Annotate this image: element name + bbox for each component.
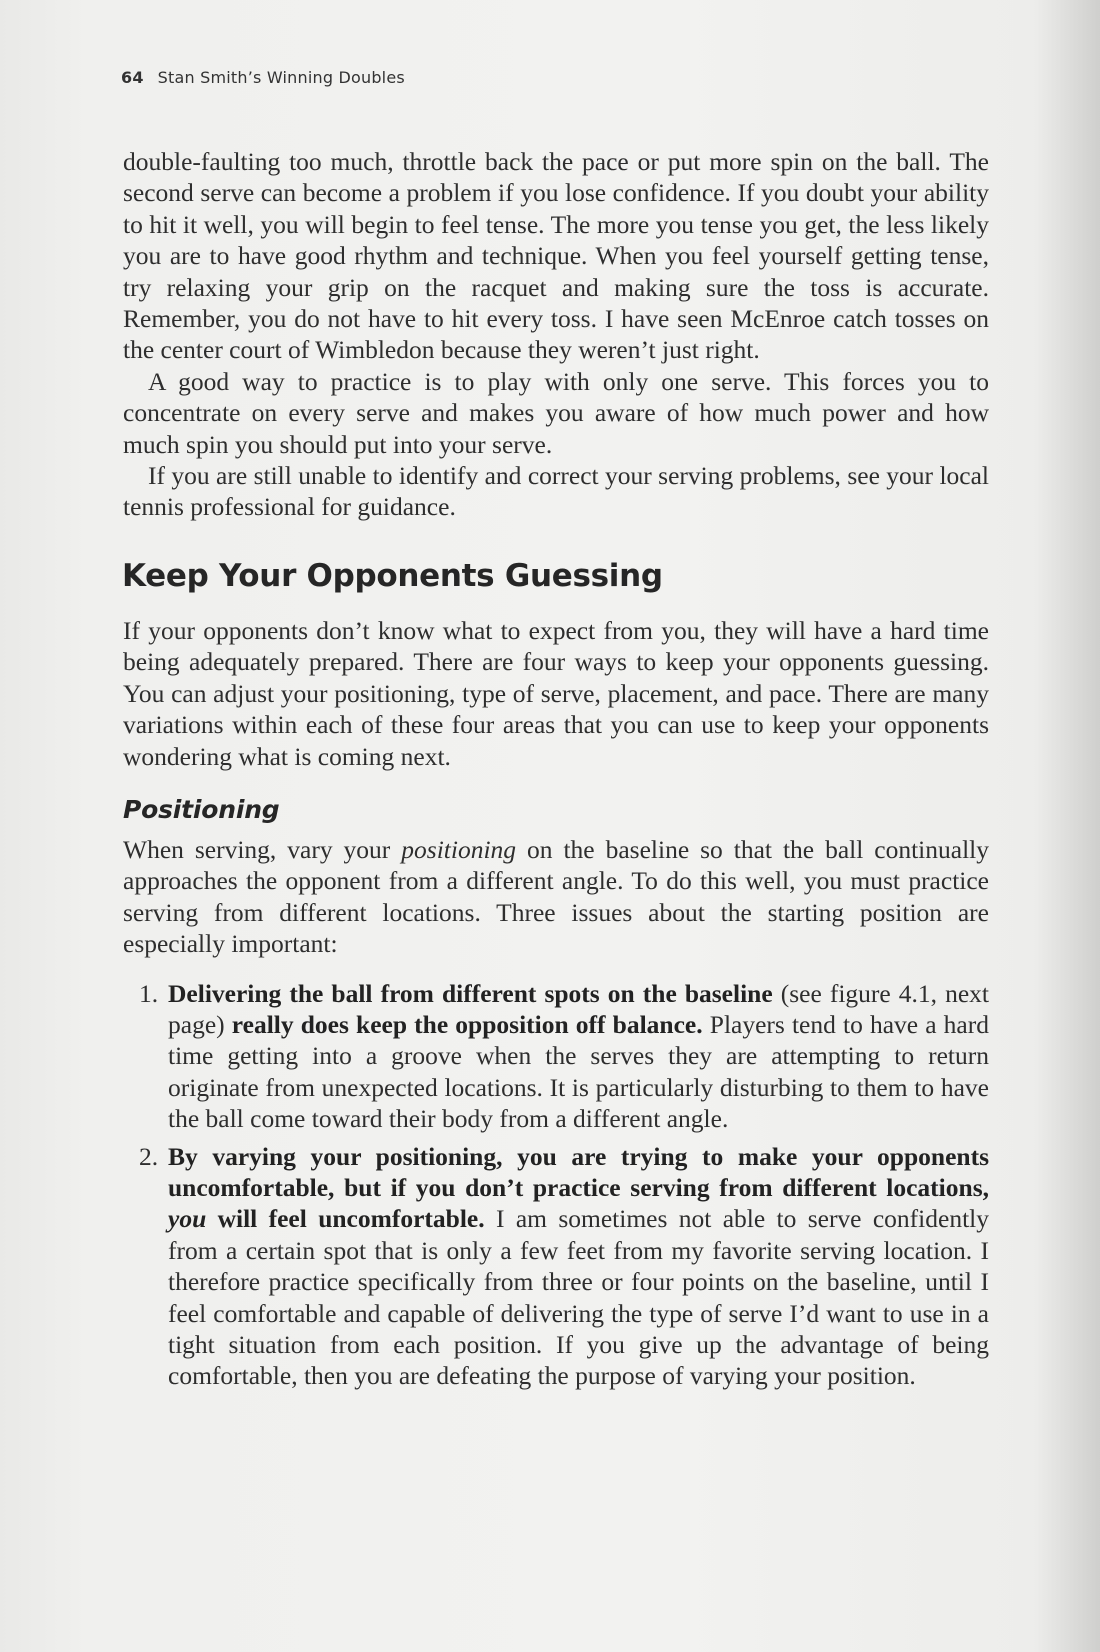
list-item-number: 1. (139, 978, 159, 1008)
list-item-bold-italic: you (168, 1204, 207, 1234)
list-item-bold-lead: Delivering the ball from different spots on the baseline (168, 978, 773, 1008)
paragraph-guidance: If you are still unable to identify and correct your serving problems, see your local tennis professional for guidance. (123, 461, 989, 522)
list-item-text: (see figure 4.1, next page) (168, 978, 989, 1039)
section-intro: If your opponents don’t know what to expect from you, they will have a hard time being adequately prepared. There are four ways to keep your opponents guessing. You can adjust your positioning, type of serve, placement, and pace. There are many variations within each of these four areas that you can use to keep your opponents wondering what is coming next. (123, 615, 989, 771)
running-head (121, 68, 405, 87)
list-item-text: I am sometimes not able to serve confidently from a certain spot that is only a few feet from my favorite serving location. I therefore practice specifically from three or four points on the baseline, until I feel comfortable and capable of delivering the type of serve I’d want to use in a tight situation from each position. If you give up the advantage of being comfortable, then you are defeating the purpose of varying your position. (168, 1204, 989, 1391)
list-item-text: Players tend to have a hard time getting into a groove when the serves they are attempting to return originate from unexpected locations. It is particularly disturbing to them to have the ball come toward their body from a different angle. (168, 1009, 989, 1134)
list-item-bold-lead: By varying your positioning, you are trying to make your opponents uncomfortable, but if you don’t practice serving from different locations, (168, 1141, 989, 1202)
section-heading: Keep Your Opponents Guessing (122, 557, 663, 594)
subsection-heading: Positioning (123, 794, 280, 824)
subsection-intro (123, 834, 989, 960)
paragraph-continuation: double-faulting too much, throttle back the pace or put more spin on the ball. The second serve can become a problem if you lose confidence. If you doubt your ability to hit it well, you will begin to feel tense. The more you tense you get, the less likely you are to have good rhythm and technique. When you feel yourself getting tense, try relaxing your grip on the racquet and making sure the toss is accurate. Remember, you do not have to hit every toss. I have seen McEnroe catch tosses on the center court of Wimbledon because they weren’t just right. (123, 147, 989, 365)
list-item (123, 1141, 989, 1392)
list-item-bold-claim: will feel uncomfortable. (206, 1204, 485, 1234)
numbered-list (123, 978, 989, 1392)
list-item-number: 2. (139, 1141, 159, 1171)
book-title: Stan Smith’s Winning Doubles (157, 68, 405, 87)
list-item-bold-claim: really does keep the opposition off balance. (231, 1009, 703, 1039)
subsection-intro-italic: positioning (401, 834, 517, 864)
page-content (123, 146, 989, 1398)
page-number: 64 (121, 68, 144, 87)
list-item (123, 978, 989, 1135)
subsection-intro-end: on the baseline so that the ball continually approaches the opponent from a different angle. To do this well, you must practice serving from different locations. Three issues about the starting position are especially important: (123, 834, 989, 959)
subsection-intro-start: When serving, vary your (123, 834, 402, 864)
paragraph-practice: A good way to practice is to play with only one serve. This forces you to concentrate on every serve and makes you aware of how much power and how much spin you should put into your serve. (123, 366, 989, 459)
